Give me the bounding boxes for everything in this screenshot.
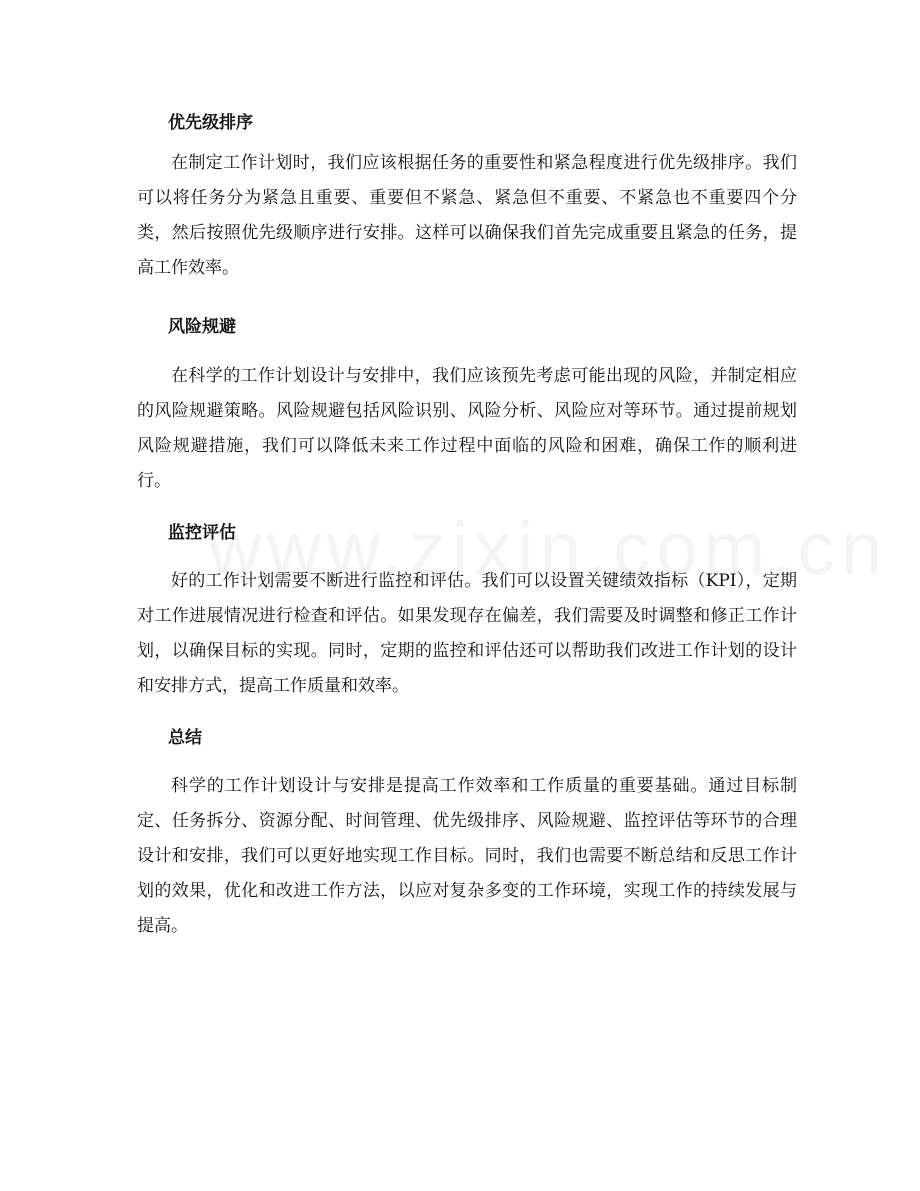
section-heading-summary: 总结: [168, 728, 202, 748]
section-body-summary: 科学的工作计划设计与安排是提高工作效率和工作质量的重要基础。通过目标制定、任务拆分、资源分配、时间管理、优先级排序、风险规避、监控评估等环节的合理设计和安排，我们可以更好地实现工作目标。同时，我们也需要不断总结和反思工作计划的效果，优化和改进工作方法，以应对复杂多变的工作环境，实现工作的持续发展与提高。: [137, 776, 797, 936]
section-heading-priority: 优先级排序: [168, 113, 253, 133]
section-body-priority: 在制定工作计划时，我们应该根据任务的重要性和紧急程度进行优先级排序。我们可以将任务分为紧急且重要、重要但不紧急、紧急但不重要、不紧急也不重要四个分类，然后按照优先级顺序进行安排。这样可以确保我们首先完成重要且紧急的任务，提高工作效率。: [137, 153, 797, 278]
section-heading-risk: 风险规避: [168, 317, 236, 337]
section-body-risk: 在科学的工作计划设计与安排中，我们应该预先考虑可能出现的风险，并制定相应的风险规避策略。风险规避包括风险识别、风险分析、风险应对等环节。通过提前规划风险规避措施，我们可以降低未来工作过程中面临的风险和困难，确保工作的顺利进行。: [137, 366, 797, 491]
section-body-monitoring: 好的工作计划需要不断进行监控和评估。我们可以设置关键绩效指标（KPI），定期对工作进展情况进行检查和评估。如果发现存在偏差，我们需要及时调整和修正工作计划，以确保目标的实现。同时，定期的监控和评估还可以帮助我们改进工作计划的设计和安排方式，提高工作质量和效率。: [137, 571, 797, 696]
section-heading-monitoring: 监控评估: [168, 523, 236, 543]
